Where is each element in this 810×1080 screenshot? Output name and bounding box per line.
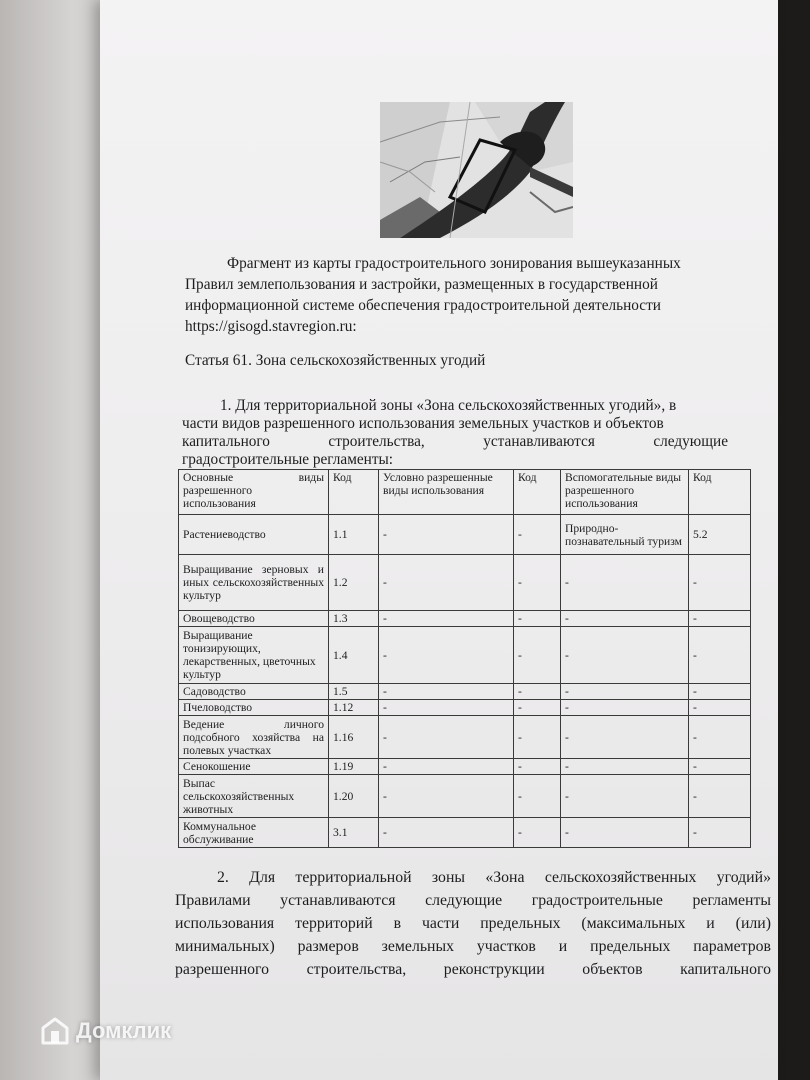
table-cell: - <box>689 716 751 759</box>
table-row <box>179 611 751 627</box>
paragraph-line: части видов разрешенного использования земельных участков и объектов <box>182 415 664 432</box>
paragraph-line: Правилами устанавливаются следующие градостроительные регламенты <box>175 892 771 909</box>
table-cell: Коммунальное обслуживание <box>179 818 329 848</box>
table-cell: - <box>689 611 751 627</box>
table-row <box>179 684 751 700</box>
table-cell: - <box>379 700 514 716</box>
table-cell: 1.1 <box>329 515 379 555</box>
table-cell: - <box>689 627 751 684</box>
zoning-map-fragment <box>380 102 573 238</box>
table-cell: 1.2 <box>329 555 379 611</box>
table-cell: - <box>561 716 689 759</box>
table-cell: Выращивание зерновых и иных сельскохозяйственных культур <box>179 555 329 611</box>
table-cell: - <box>379 775 514 818</box>
header-cell: Основные виды разрешенного использования <box>179 470 329 515</box>
table-cell: - <box>514 684 561 700</box>
header-cell: Вспомогательные виды разрешенного использования <box>561 470 689 515</box>
paragraph-line <box>182 433 728 451</box>
table-cell: - <box>561 759 689 775</box>
caption-url: https://gisogd.stavregion.ru: <box>185 318 357 335</box>
paragraph-2 <box>175 866 771 981</box>
regulations-table <box>178 469 751 848</box>
table-cell: - <box>379 684 514 700</box>
word: капитального <box>182 433 270 450</box>
table-cell: - <box>561 684 689 700</box>
table-cell: - <box>689 775 751 818</box>
table-cell: - <box>379 627 514 684</box>
table-cell: Овощеводство <box>179 611 329 627</box>
caption-line: информационной системе обеспечения градостроительной деятельности <box>185 297 661 314</box>
header-cell: Код <box>329 470 379 515</box>
header-cell: Код <box>689 470 751 515</box>
table-cell: - <box>689 818 751 848</box>
article-title: Статья 61. Зона сельскохозяйственных угодий <box>185 352 486 369</box>
table-cell: - <box>514 716 561 759</box>
table-cell: 1.4 <box>329 627 379 684</box>
table-cell: - <box>379 716 514 759</box>
table-cell: - <box>561 818 689 848</box>
table-cell: - <box>379 759 514 775</box>
word: строительства, <box>328 433 425 450</box>
document-page <box>100 0 778 1080</box>
table-cell: Садоводство <box>179 684 329 700</box>
table-cell: Сенокошение <box>179 759 329 775</box>
table-cell: Пчеловодство <box>179 700 329 716</box>
caption-line: Фрагмент из карты градостроительного зонирования вышеуказанных <box>227 255 681 272</box>
paragraph-line: минимальных) размеров земельных участков и предельных параметров <box>175 938 771 955</box>
table-cell: - <box>561 627 689 684</box>
table-row <box>179 759 751 775</box>
table-cell: - <box>561 555 689 611</box>
table-cell: 1.19 <box>329 759 379 775</box>
table-cell: - <box>379 515 514 555</box>
table-row <box>179 775 751 818</box>
domclick-watermark <box>40 1016 171 1046</box>
table-cell: - <box>689 759 751 775</box>
table-row <box>179 555 751 611</box>
map-caption <box>185 253 725 337</box>
table-cell: 1.3 <box>329 611 379 627</box>
paragraph-line: 1. Для территориальной зоны «Зона сельскохозяйственных угодий», в <box>220 397 677 414</box>
table-cell: - <box>514 555 561 611</box>
word: следующие <box>653 433 728 450</box>
table-row <box>179 700 751 716</box>
table-row <box>179 515 751 555</box>
table-row <box>179 627 751 684</box>
table-cell: 1.12 <box>329 700 379 716</box>
table-cell: Выращивание тонизирующих, лекарственных, цветочных культур <box>179 627 329 684</box>
paragraph-line: использования территорий в части предельных (максимальных и (или) <box>175 915 771 932</box>
watermark-text: Домклик <box>76 1018 172 1043</box>
table-cell: Ведение личного подсобного хозяйства на полевых участках <box>179 716 329 759</box>
table-cell: Природно-познавательный туризм <box>561 515 689 555</box>
table-cell: 3.1 <box>329 818 379 848</box>
table-cell: - <box>514 775 561 818</box>
table-cell: 5.2 <box>689 515 751 555</box>
table-cell: - <box>514 759 561 775</box>
table-cell: 1.20 <box>329 775 379 818</box>
table-cell: - <box>379 555 514 611</box>
table-cell: - <box>514 611 561 627</box>
header-cell: Условно разрешенные виды использования <box>379 470 514 515</box>
table-row <box>179 818 751 848</box>
paragraph-line: разрешенного строительства, реконструкции объектов капитального <box>175 961 771 978</box>
paragraph-line: 2. Для территориальной зоны «Зона сельскохозяйственных угодий» <box>217 869 771 886</box>
caption-line: Правил землепользования и застройки, размещенных в государственной <box>185 276 658 293</box>
table-cell: - <box>561 775 689 818</box>
paragraph-line: градостроительные регламенты: <box>182 451 394 468</box>
table-cell: - <box>561 700 689 716</box>
table-cell: - <box>689 555 751 611</box>
table-cell: Выпас сельскохозяйственных животных <box>179 775 329 818</box>
table-cell: - <box>689 684 751 700</box>
table-cell: Растениеводство <box>179 515 329 555</box>
table-cell: - <box>514 627 561 684</box>
word: устанавливаются <box>483 433 595 450</box>
table-cell: - <box>514 818 561 848</box>
paragraph-1 <box>182 397 728 469</box>
table-cell: 1.16 <box>329 716 379 759</box>
house-logo-icon <box>40 1016 70 1046</box>
table-cell: - <box>379 818 514 848</box>
table-cell: 1.5 <box>329 684 379 700</box>
table-cell: - <box>379 611 514 627</box>
table-row <box>179 716 751 759</box>
header-cell: Код <box>514 470 561 515</box>
table-cell: - <box>514 515 561 555</box>
table-cell: - <box>561 611 689 627</box>
table-header-row <box>179 470 751 515</box>
table-cell: - <box>514 700 561 716</box>
table-cell: - <box>689 700 751 716</box>
